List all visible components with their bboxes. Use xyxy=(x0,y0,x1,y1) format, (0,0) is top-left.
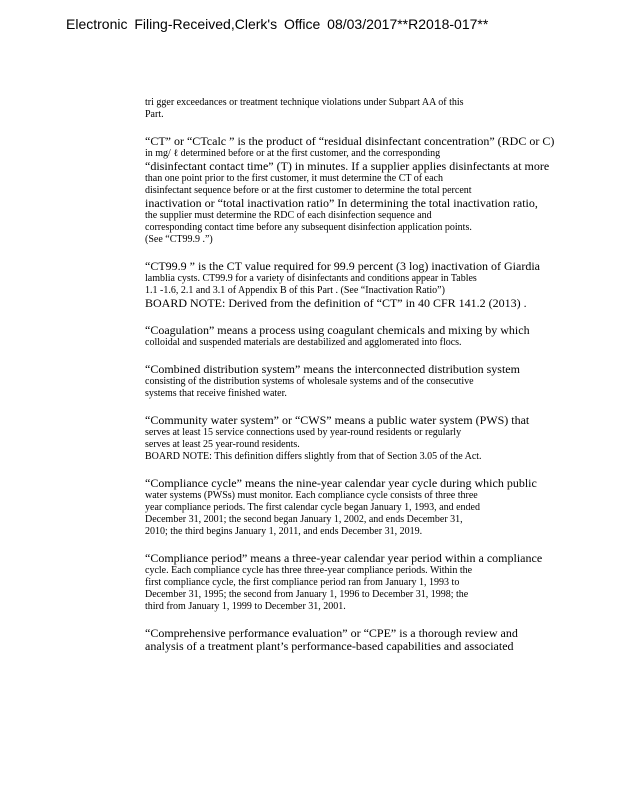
text-line: “Community water system” or “CWS” means a public water system (PWS) that xyxy=(145,413,530,427)
text-line: 1.1 -1.6, 2.1 and 3.1 of Appendix B of this Part . (See “Inactivation Ratio”) xyxy=(145,285,445,296)
text-line: “CT99.9 ” is the CT value required for 99.9 percent (3 log) inactivation of Giardia xyxy=(145,259,540,273)
text-line: cycle. Each compliance cycle has three three-year compliance periods. Within the xyxy=(145,565,473,576)
text-line: than one point prior to the first customer, it must determine the CT of each xyxy=(145,173,443,184)
text-line: serves at least 25 year-round residents. xyxy=(145,439,300,450)
definition-paragraph xyxy=(145,135,559,246)
definition-paragraph xyxy=(145,552,559,613)
text-line: analysis of a treatment plant’s performance-based capabilities and associated xyxy=(145,639,514,653)
text-line: year compliance periods. The first calendar cycle began January 1, 1993, and ended xyxy=(145,502,480,513)
text-line: third from January 1, 1999 to December 31, 2001. xyxy=(145,601,346,612)
text-line: in mg/ ℓ determined before or at the first customer, and the corresponding xyxy=(145,148,441,159)
text-line: consisting of the distribution systems of wholesale systems and of the consecutive xyxy=(145,376,474,387)
text-line: the supplier must determine the RDC of each disinfection sequence and xyxy=(145,210,432,221)
text-line: inactivation or “total inactivation ratio” In determining the total inactivation ratio, xyxy=(145,196,538,210)
definition-paragraph xyxy=(145,363,559,400)
filing-header: Electronic Filing-Received,Clerk's Office 08/03/2017**R2018-017** xyxy=(66,16,489,32)
text-line: first compliance cycle, the first compliance period ran from January 1, 1993 to xyxy=(145,577,460,588)
text-line: “Compliance period” means a three-year calendar year period within a compliance xyxy=(145,551,543,565)
text-line: “Combined distribution system” means the interconnected distribution system xyxy=(145,362,520,376)
text-line: “Comprehensive performance evaluation” or “CPE” is a thorough review and xyxy=(145,626,518,640)
definition-paragraph xyxy=(145,324,559,349)
text-line: water systems (PWSs) must monitor. Each compliance cycle consists of three three xyxy=(145,490,478,501)
definition-paragraph xyxy=(145,414,559,463)
text-line: BOARD NOTE: Derived from the definition of “CT” in 40 CFR 141.2 (2013) . xyxy=(145,296,527,310)
text-line: 2010; the third begins January 1, 2011, and ends December 31, 2019. xyxy=(145,526,423,537)
text-line: Part. xyxy=(145,109,164,120)
text-line: December 31, 2001; the second began January 1, 2002, and ends December 31, xyxy=(145,514,463,525)
text-line: serves at least 15 service connections used by year-round residents or regularly xyxy=(145,427,462,438)
text-line: colloidal and suspended materials are destabilized and agglomerated into flocs. xyxy=(145,337,462,348)
text-line: corresponding contact time before any subsequent disinfection application points. xyxy=(145,222,472,233)
text-line: “disinfectant contact time” (T) in minutes. If a supplier applies disinfectants at more xyxy=(145,159,550,173)
definition-paragraph xyxy=(145,260,559,310)
text-line: “Coagulation” means a process using coagulant chemicals and mixing by which xyxy=(145,323,530,337)
text-line: “Compliance cycle” means the nine-year calendar year cycle during which public xyxy=(145,476,537,490)
document-body xyxy=(145,97,559,667)
definition-paragraph xyxy=(145,627,559,653)
text-line: (See “CT99.9 .”) xyxy=(145,234,213,245)
text-line: disinfectant sequence before or at the first customer to determine the total percent xyxy=(145,185,472,196)
text-line: tri gger exceedances or treatment technique violations under Subpart AA of this xyxy=(145,97,464,108)
text-line: “CT” or “CTcalc ” is the product of “residual disinfectant concentration” (RDC or C) xyxy=(145,134,555,148)
text-line: December 31, 1995; the second from January 1, 1996 to December 31, 1998; the xyxy=(145,589,469,600)
definition-paragraph xyxy=(145,477,559,538)
text-line: BOARD NOTE: This definition differs slightly from that of Section 3.05 of the Act. xyxy=(145,451,482,462)
definition-paragraph xyxy=(145,97,559,121)
text-line: lamblia cysts. CT99.9 for a variety of disinfectants and conditions appear in Tables xyxy=(145,273,477,284)
text-line: systems that receive finished water. xyxy=(145,388,287,399)
